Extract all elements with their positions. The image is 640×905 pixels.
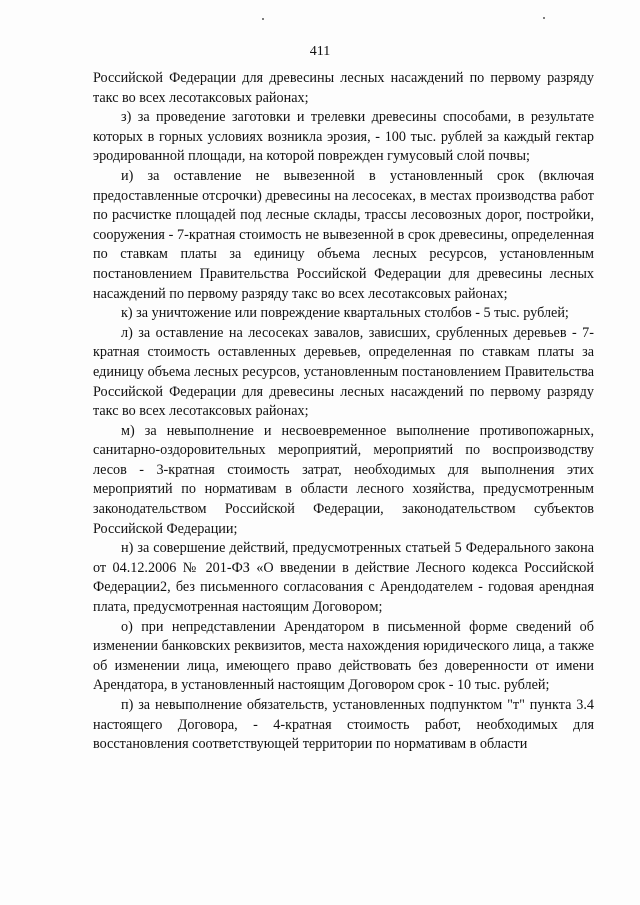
paragraph: м) за невыполнение и несвоевременное выполнение противопожарных, санитарно-оздоровительных мероприятий, мероприятий по воспроизводству лесов - 3-кратная стоимость затрат, необходимых для выполнения этих мероприятий по нормативам в области лесного хозяйства, предусмотренным законодательством Российской Федерации, законодательством субъектов Российской Федерации; — [93, 422, 594, 537]
paragraph: к) за уничтожение или повреждение квартальных столбов - 5 тыс. рублей; — [121, 305, 569, 322]
scan-speck — [543, 17, 545, 19]
paragraph: п) за невыполнение обязательств, установленных подпунктом "т" пункта 3.4 настоящего Договора, - 4-кратная стоимость работ, необходимых для восстановления соответствующей территории по нормативам в области — [93, 697, 594, 753]
paragraph: и) за оставление не вывезенной в установленный срок (включая предоставленные отсрочки) древесины на лесосеках, в местах производства работ по расчистке площадей под лесные склады, трассы лесовозных дорог, постройки, сооружения - 7-кратная стоимость не вывезенной в срок древесины, определенная по ставкам платы за единицу объема лесных ресурсов, установленным постановлением Правительства Российской Федерации для древесины лесных насаждений по первому разряду такс во всех лесотаксовых районах; — [93, 167, 594, 302]
paragraph: з) за проведение заготовки и трелевки древесины способами, в результате которых в горных условиях возникла эрозия, - 100 тыс. рублей за каждый гектар эродированной площади, на которой поврежден гумусовый слой почвы; — [93, 109, 594, 165]
paragraph: о) при непредставлении Арендатором в письменной форме сведений об изменении банковских реквизитов, места нахождения юридического лица, а также об изменении лица, имеющего право действовать без доверенности от имени Арендатора, в установленный настоящим Договором срок - 10 тыс. рублей; — [93, 618, 594, 694]
paragraph: Российской Федерации для древесины лесных насаждений по первому разряду такс во всех лесотаксовых районах; — [93, 70, 594, 106]
scan-speck — [262, 18, 264, 20]
document-body — [93, 69, 594, 755]
paragraph: н) за совершение действий, предусмотренных статьей 5 Федерального закона от 04.12.2006 № 201-ФЗ «О введении в действие Лесного кодекса Российской Федерации2, без письменного согласования с Арендодателем - годовая арендная плата, предусмотренная настоящим Договором; — [93, 540, 594, 616]
paragraph: л) за оставление на лесосеках завалов, зависших, срубленных деревьев - 7-кратная стоимость оставленных деревьев, определенная по ставкам платы за единицу объема лесных ресурсов, установленным постановлением Правительства Российской Федерации для древесины лесных насаждений по первому разряду такс во всех лесотаксовых районах; — [93, 324, 594, 420]
page-number: 411 — [309, 44, 331, 59]
